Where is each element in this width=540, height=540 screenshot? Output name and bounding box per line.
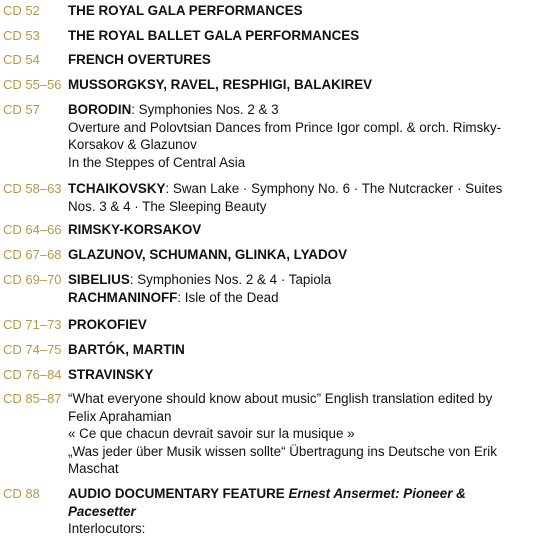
cd-entry [0,27,540,45]
cd-description [68,271,537,306]
composer-name: BORODIN [68,102,132,117]
description-line [68,408,537,426]
work-text: Nos. 3 & 4 · The Sleeping Beauty [68,198,267,214]
composer-name: FRENCH OVERTURES [68,52,211,67]
composer-name: RIMSKY-KORSAKOV [68,222,202,237]
cd-description [68,27,537,45]
composer-name: TCHAIKOVSKY [68,181,166,196]
composer-name: GLAZUNOV, SCHUMANN, GLINKA, LYADOV [68,247,347,262]
cd-number: CD 71–73 [3,317,62,332]
work-text: Korsakov & Glazunov [68,137,197,153]
composer-name: THE ROYAL GALA PERFORMANCES [68,3,303,18]
cd-entry [0,2,540,20]
work-text: : Isle of the Dead [177,289,279,305]
cd-description [68,2,537,20]
feature-title: Pacesetter [68,503,136,519]
cd-description [68,51,537,69]
cd-number: CD 64–66 [3,222,62,237]
cd-number: CD 53 [3,28,40,43]
cd-entry [0,485,540,538]
cd-number: CD 58–63 [3,181,62,196]
cd-entry [0,390,540,478]
composer-name: MUSSORGKSY, RAVEL, RESPHIGI, BALAKIREV [68,77,373,92]
description-line [68,246,537,264]
cd-entry [0,221,540,239]
cd-number: CD 76–84 [3,367,62,382]
cd-entry [0,366,540,384]
cd-number: CD 67–68 [3,247,62,262]
cd-entry [0,246,540,264]
feature-title: Ernest Ansermet: Pioneer & [288,486,466,501]
description-line [68,51,537,69]
description-line [68,2,537,20]
cd-number: CD 52 [3,3,40,18]
cd-description [68,221,537,239]
cd-description [68,341,537,359]
cd-description [68,485,537,538]
description-line [68,460,537,478]
cd-entry [0,316,540,334]
composer-name: THE ROYAL BALLET GALA PERFORMANCES [68,28,360,43]
work-text: Interlocutors: [68,521,146,537]
cd-entry [0,51,540,69]
work-text: „Was jeder über Musik wissen sollte“ Übertragung ins Deutsche von Erik [68,443,497,459]
composer-name: STRAVINSKY [68,367,154,382]
cd-entry [0,271,540,306]
cd-number: CD 88 [3,486,40,501]
description-line [68,503,537,521]
cd-entry [0,101,540,171]
cd-entry [0,76,540,94]
work-text: Overture and Polovtsian Dances from Prince Igor compl. & orch. Rimsky- [68,119,502,135]
description-line [68,119,537,137]
description-line [68,366,537,384]
cd-description [68,101,537,171]
description-line [68,198,537,216]
description-line [68,136,537,154]
cd-description [68,316,537,334]
composer-name: SIBELIUS [68,272,130,287]
description-line [68,520,537,538]
composer-name: PROKOFIEV [68,317,147,332]
composer-name: RACHMANINOFF [68,289,178,305]
description-line [68,27,537,45]
description-line [68,316,537,334]
description-line [68,154,537,172]
description-line [68,221,537,239]
description-line [68,101,537,119]
description-line [68,425,537,443]
composer-name: BARTÓK, MARTIN [68,342,185,357]
description-line [68,485,537,503]
description-line [68,289,537,307]
description-line [68,390,537,408]
cd-description [68,180,537,215]
description-line [68,180,537,198]
work-text: Maschat [68,461,119,477]
cd-number: CD 69–70 [3,272,62,287]
work-text: Felix Aprahamian [68,408,172,424]
work-text: : Swan Lake · Symphony No. 6 · The Nutcracker · Suites [165,181,503,196]
cd-number: CD 57 [3,102,40,117]
cd-description [68,390,537,478]
cd-number: CD 74–75 [3,342,62,357]
cd-entry [0,180,540,215]
work-text: “What everyone should know about music” English translation edited by [68,391,493,406]
cd-number: CD 55–56 [3,77,62,92]
work-text: : Symphonies Nos. 2 & 4 · Tapiola [129,272,332,287]
cd-number: CD 54 [3,52,40,67]
cd-description [68,246,537,264]
work-text: : Symphonies Nos. 2 & 3 [131,102,279,117]
description-line [68,341,537,359]
cd-description [68,76,537,94]
work-text: In the Steppes of Central Asia [68,154,246,170]
cd-entry [0,341,540,359]
cd-number: CD 85–87 [3,391,62,406]
description-line [68,76,537,94]
composer-name: AUDIO DOCUMENTARY FEATURE [68,486,289,501]
description-line [68,443,537,461]
work-text: « Ce que chacun devrait savoir sur la musique » [68,426,355,442]
description-line [68,271,537,289]
cd-description [68,366,537,384]
